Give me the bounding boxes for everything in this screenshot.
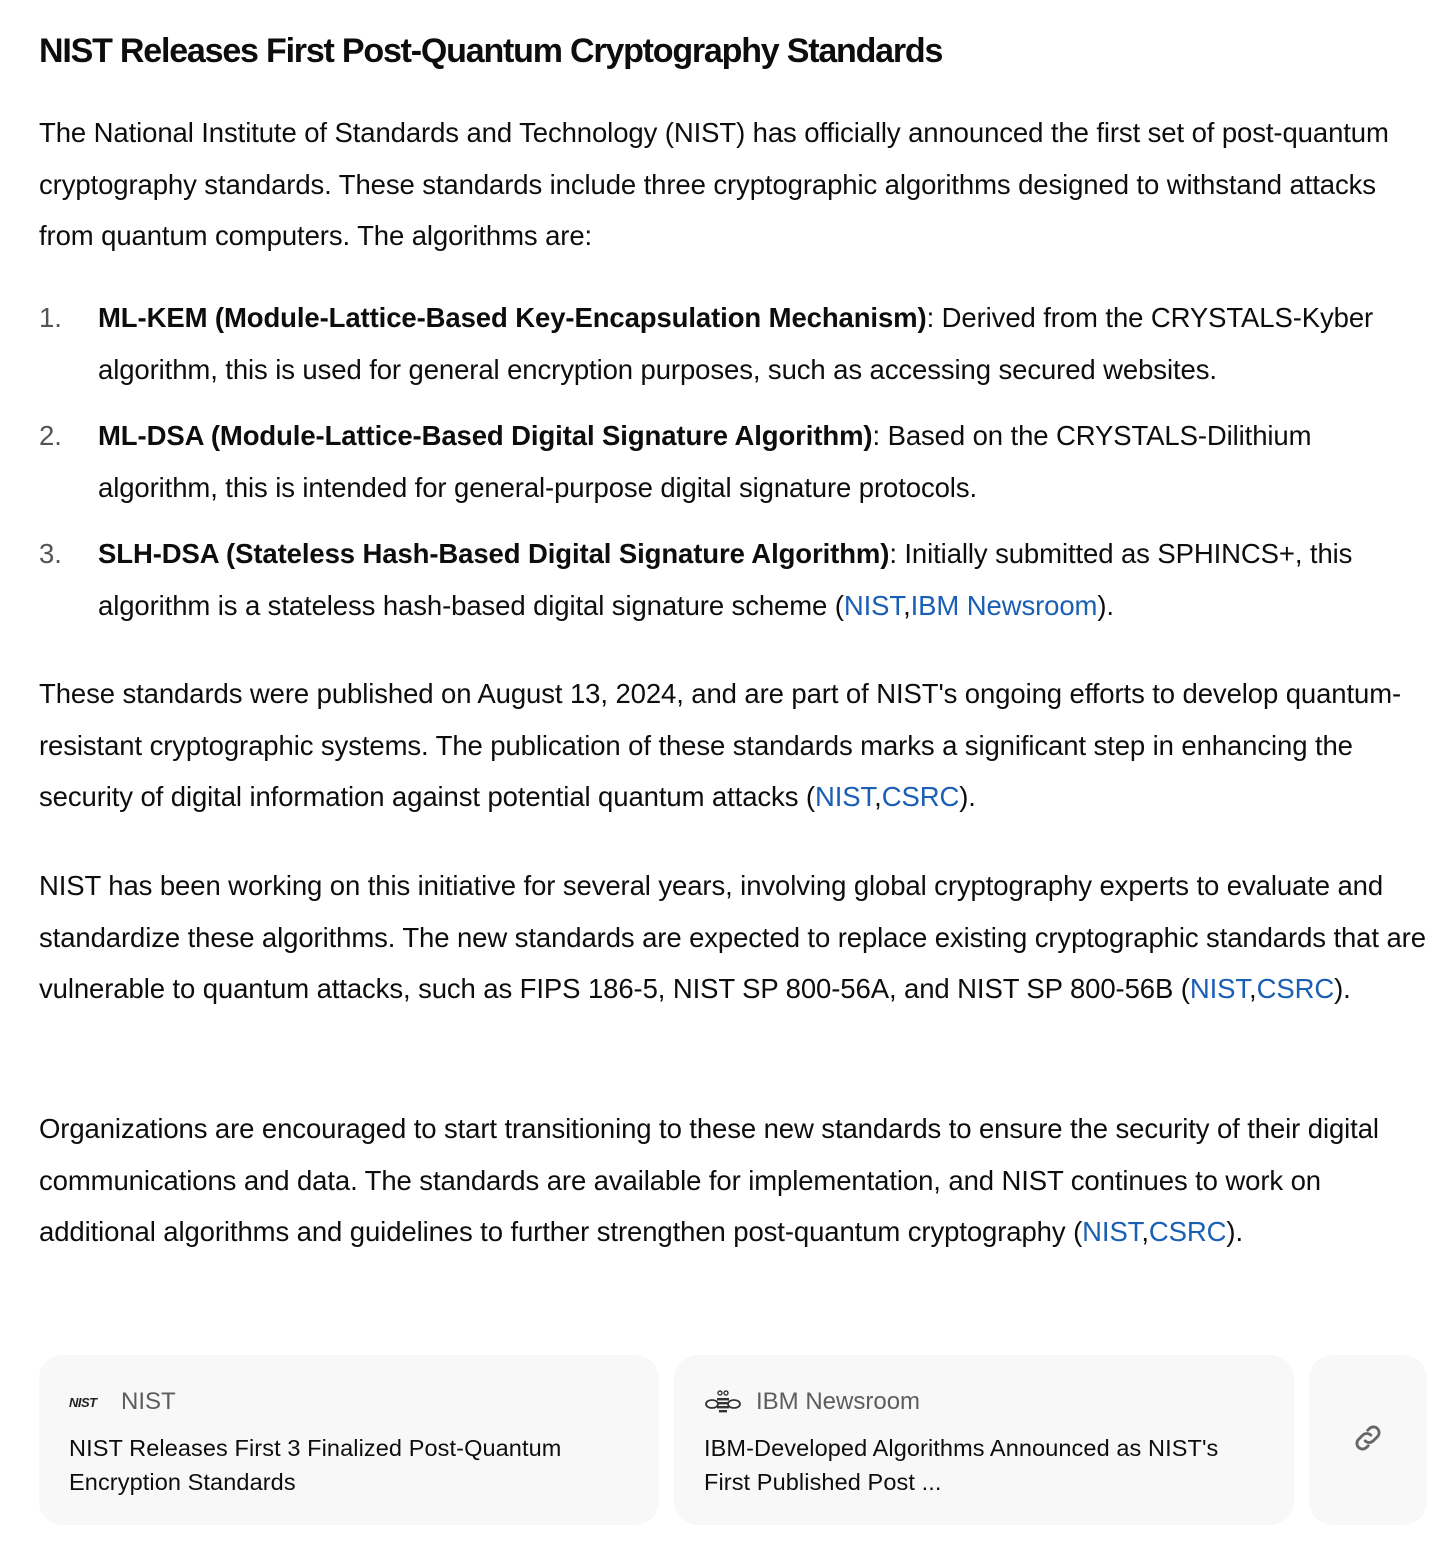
citation-link-csrc[interactable]: CSRC [1256, 973, 1335, 1005]
list-number: 2. [39, 420, 62, 452]
source-card-nist[interactable] [39, 1355, 659, 1525]
paragraph-published [39, 668, 1429, 823]
algorithm-name: ML-KEM (Module-Lattice-Based Key-Encapsulation Mechanism) [98, 302, 927, 333]
algorithm-description: : Based on the CRYSTALS-Dilithium algorithm, this is intended for general-purpose digital signature protocols. [98, 420, 1312, 503]
list-item [39, 292, 1429, 395]
citation-suffix: ). [1334, 973, 1351, 1005]
list-item [39, 410, 1429, 513]
list-number: 3. [39, 538, 62, 570]
citation-link-ibm-newsroom[interactable]: IBM Newsroom [910, 589, 1098, 621]
citation-separator: , [1249, 973, 1257, 1005]
source-name: NIST [121, 1388, 176, 1415]
nist-logo-icon [69, 1395, 109, 1409]
citation-link-nist[interactable]: NIST [1189, 973, 1250, 1005]
citation-link-csrc[interactable]: CSRC [1148, 1216, 1227, 1248]
intro-paragraph [39, 107, 1429, 262]
algorithm-name: ML-DSA (Module-Lattice-Based Digital Signature Algorithm) [98, 420, 873, 452]
citation-link-nist[interactable]: NIST [814, 781, 875, 813]
algorithm-description: : Initially submitted as SPHINCS+, this algorithm is a stateless hash-based digital signature scheme ( [98, 538, 1353, 621]
source-header [69, 1385, 629, 1419]
link-icon [1351, 1421, 1385, 1460]
citation-link-nist[interactable]: NIST [1082, 1216, 1142, 1248]
algorithm-name: SLH-DSA (Stateless Hash-Based Digital Signature Algorithm) [98, 538, 890, 570]
citation-suffix: ). [1097, 589, 1114, 621]
page-title: NIST Releases First Post-Quantum Cryptography Standards [39, 32, 943, 70]
citation-separator: , [903, 589, 911, 621]
source-card-ibm-newsroom[interactable] [674, 1355, 1294, 1525]
ibm-bee-logo-icon [704, 1390, 744, 1414]
algorithm-description: : Derived from the CRYSTALS-Kyber algorithm, this is used for general encryption purposes, such as accessing secured websites. [98, 302, 1374, 385]
more-sources-button[interactable] [1309, 1355, 1427, 1525]
paragraph-text: NIST has been working on this initiative for several years, involving global cryptography experts to evaluate and standardize these algorithms. The new standards are expected to replace existing cryptographic standards that are vulnerable to quantum attacks, such as FIPS 186-5, NIST SP 800-56A, and NIST SP 800-56B ( [39, 870, 1426, 1005]
paragraph-text: These standards were published on August 13, 2024, and are part of NIST's ongoing efforts to develop quantum-resistant cryptographic systems. The publication of these standards marks a significant step in enhancing the security of digital information against potential quantum attacks ( [39, 678, 1402, 813]
citation-link-nist[interactable]: NIST [843, 589, 904, 621]
source-title: IBM-Developed Algorithms Announced as NIST's First Published Post ... [704, 1435, 1219, 1495]
paragraph-text: Organizations are encouraged to start transitioning to these new standards to ensure the security of their digital communications and data. The standards are available for implementation, and NIST continues to work on additional algorithms and guidelines to further strengthen post-quantum cryptography ( [39, 1113, 1379, 1248]
citation-separator: , [874, 781, 882, 813]
citation-link-csrc[interactable]: CSRC [881, 781, 960, 813]
citation-suffix: ). [1226, 1216, 1244, 1248]
source-cards [39, 1355, 1429, 1525]
list-number: 1. [39, 302, 62, 333]
paragraph-initiative [39, 860, 1429, 1015]
source-header [704, 1385, 1264, 1419]
source-title: NIST Releases First 3 Finalized Post-Quantum Encryption Standards [69, 1435, 562, 1495]
svg-text:NIST: NIST [69, 1395, 97, 1409]
citation-suffix: ). [959, 781, 976, 813]
source-name: IBM Newsroom [756, 1388, 921, 1415]
list-item [39, 528, 1429, 631]
citation-separator: , [1141, 1216, 1149, 1248]
paragraph-transition [39, 1103, 1429, 1258]
intro-text: The National Institute of Standards and Technology (NIST) has officially announced the first set of post-quantum cryptography standards. These standards include three cryptographic algorithms designed to withstand attacks from quantum computers. The algorithms are: [39, 117, 1389, 252]
algorithm-list [39, 292, 1429, 647]
